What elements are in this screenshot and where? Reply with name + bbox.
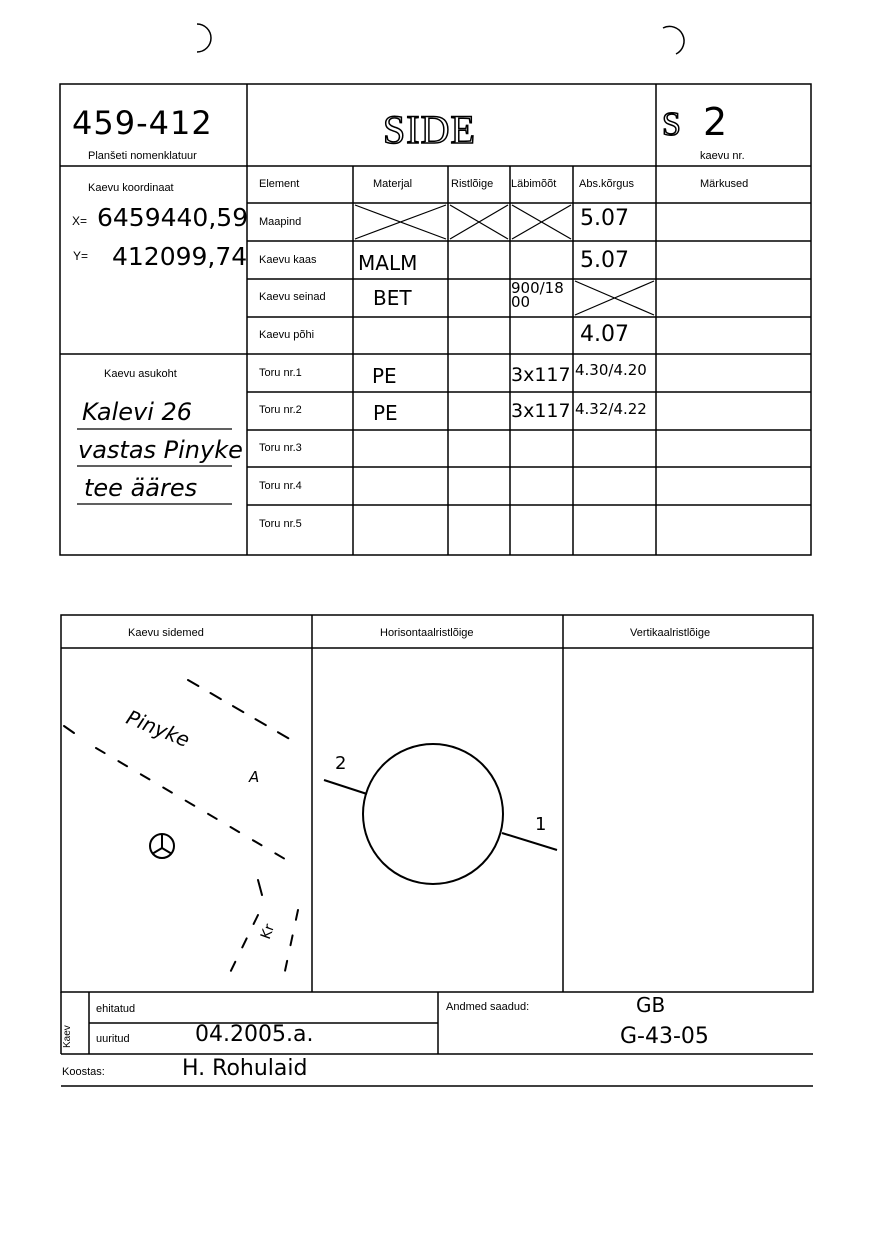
well-number-label: kaevu nr.	[700, 150, 745, 162]
row-element-9: Toru nr.5	[259, 518, 302, 530]
well-code-letter: S	[662, 106, 681, 143]
y-prefix: Y=	[73, 249, 89, 263]
pipe-2-line	[324, 780, 367, 794]
header-diameter: Läbimõõt	[511, 178, 557, 190]
page-title: SIDE	[383, 107, 476, 152]
surveyed-date: 04.2005.a.	[195, 1022, 314, 1047]
header-elevation: Abs.kõrgus	[579, 178, 635, 190]
header-notes: Märkused	[700, 178, 749, 190]
row-element-8: Toru nr.4	[259, 480, 302, 492]
y-coordinate-value: 412099,74	[112, 242, 248, 271]
pipe-label-1: 1	[535, 814, 547, 835]
material-cover: MALM	[358, 251, 418, 275]
x-prefix: X=	[72, 214, 88, 228]
well-code-number: 2	[703, 100, 728, 144]
location-line-1: Kalevi 26	[82, 398, 193, 426]
diameter-walls: 900/1800	[511, 279, 564, 311]
material-walls: BET	[373, 286, 412, 310]
footer-side-label: Kaev	[62, 1025, 73, 1048]
nomenclature-label: Planšeti nomenklatuur	[88, 150, 197, 162]
row-element-1: Maapind	[259, 216, 302, 228]
elevation-bottom: 4.07	[580, 322, 629, 347]
document-code: G-43-05	[620, 1024, 709, 1049]
header-well-connections: Kaevu sidemed	[128, 627, 204, 639]
sketch-street-name: Pinyke	[123, 705, 194, 752]
elevation-cover: 5.07	[580, 248, 629, 273]
material-pipe-1: PE	[372, 364, 397, 388]
header-horizontal-section: Horisontaalristlõige	[380, 627, 474, 639]
location-label: Kaevu asukoht	[104, 368, 177, 380]
row-element-7: Toru nr.3	[259, 442, 302, 454]
row-element-6: Toru nr.2	[259, 404, 302, 416]
built-label: ehitatud	[96, 1003, 136, 1015]
horizontal-section-drawing	[324, 744, 557, 884]
compiled-by-label: Koostas:	[62, 1066, 105, 1078]
header-element: Element	[259, 178, 300, 190]
elevation-ground: 5.07	[580, 206, 629, 231]
elevation-pipe-1: 4.30/4.20	[575, 361, 647, 379]
location-line-2: vastas Pinyke	[78, 436, 243, 464]
header-vertical-section: Vertikaalristlõige	[630, 627, 711, 639]
row-element-2: Kaevu kaas	[259, 254, 317, 266]
location-line-3: tee ääres	[84, 474, 198, 502]
coordinates-label: Kaevu koordinaat	[88, 182, 174, 194]
bottom-form-border	[61, 615, 813, 992]
surveyed-label: uuritud	[96, 1033, 130, 1045]
sketch-marker-kr: Kr	[258, 921, 279, 942]
header-material: Materjal	[373, 178, 413, 190]
elevation-pipe-2: 4.32/4.22	[575, 400, 647, 418]
row-element-5: Toru nr.1	[259, 367, 302, 379]
nomenclature-value: 459-412	[72, 104, 213, 142]
data-received-label: Andmed saadud:	[446, 1001, 530, 1013]
row-element-3: Kaevu seinad	[259, 291, 326, 303]
diameter-pipe-2: 3x117	[511, 400, 571, 422]
compiled-by-name: H. Rohulaid	[182, 1056, 308, 1081]
x-coordinate-value: 6459440,59	[97, 203, 249, 232]
diameter-pipe-1: 3x117	[511, 364, 571, 386]
material-pipe-2: PE	[373, 401, 398, 425]
valve-symbol	[150, 834, 174, 858]
data-received-value: GB	[636, 993, 666, 1017]
well-circle	[363, 744, 503, 884]
header-cross-section: Ristlõige	[451, 178, 494, 190]
pipe-1-line	[502, 833, 557, 850]
row-element-4: Kaevu põhi	[259, 329, 315, 341]
sketch-marker-a: A	[249, 768, 260, 786]
pipe-label-2: 2	[335, 753, 347, 774]
